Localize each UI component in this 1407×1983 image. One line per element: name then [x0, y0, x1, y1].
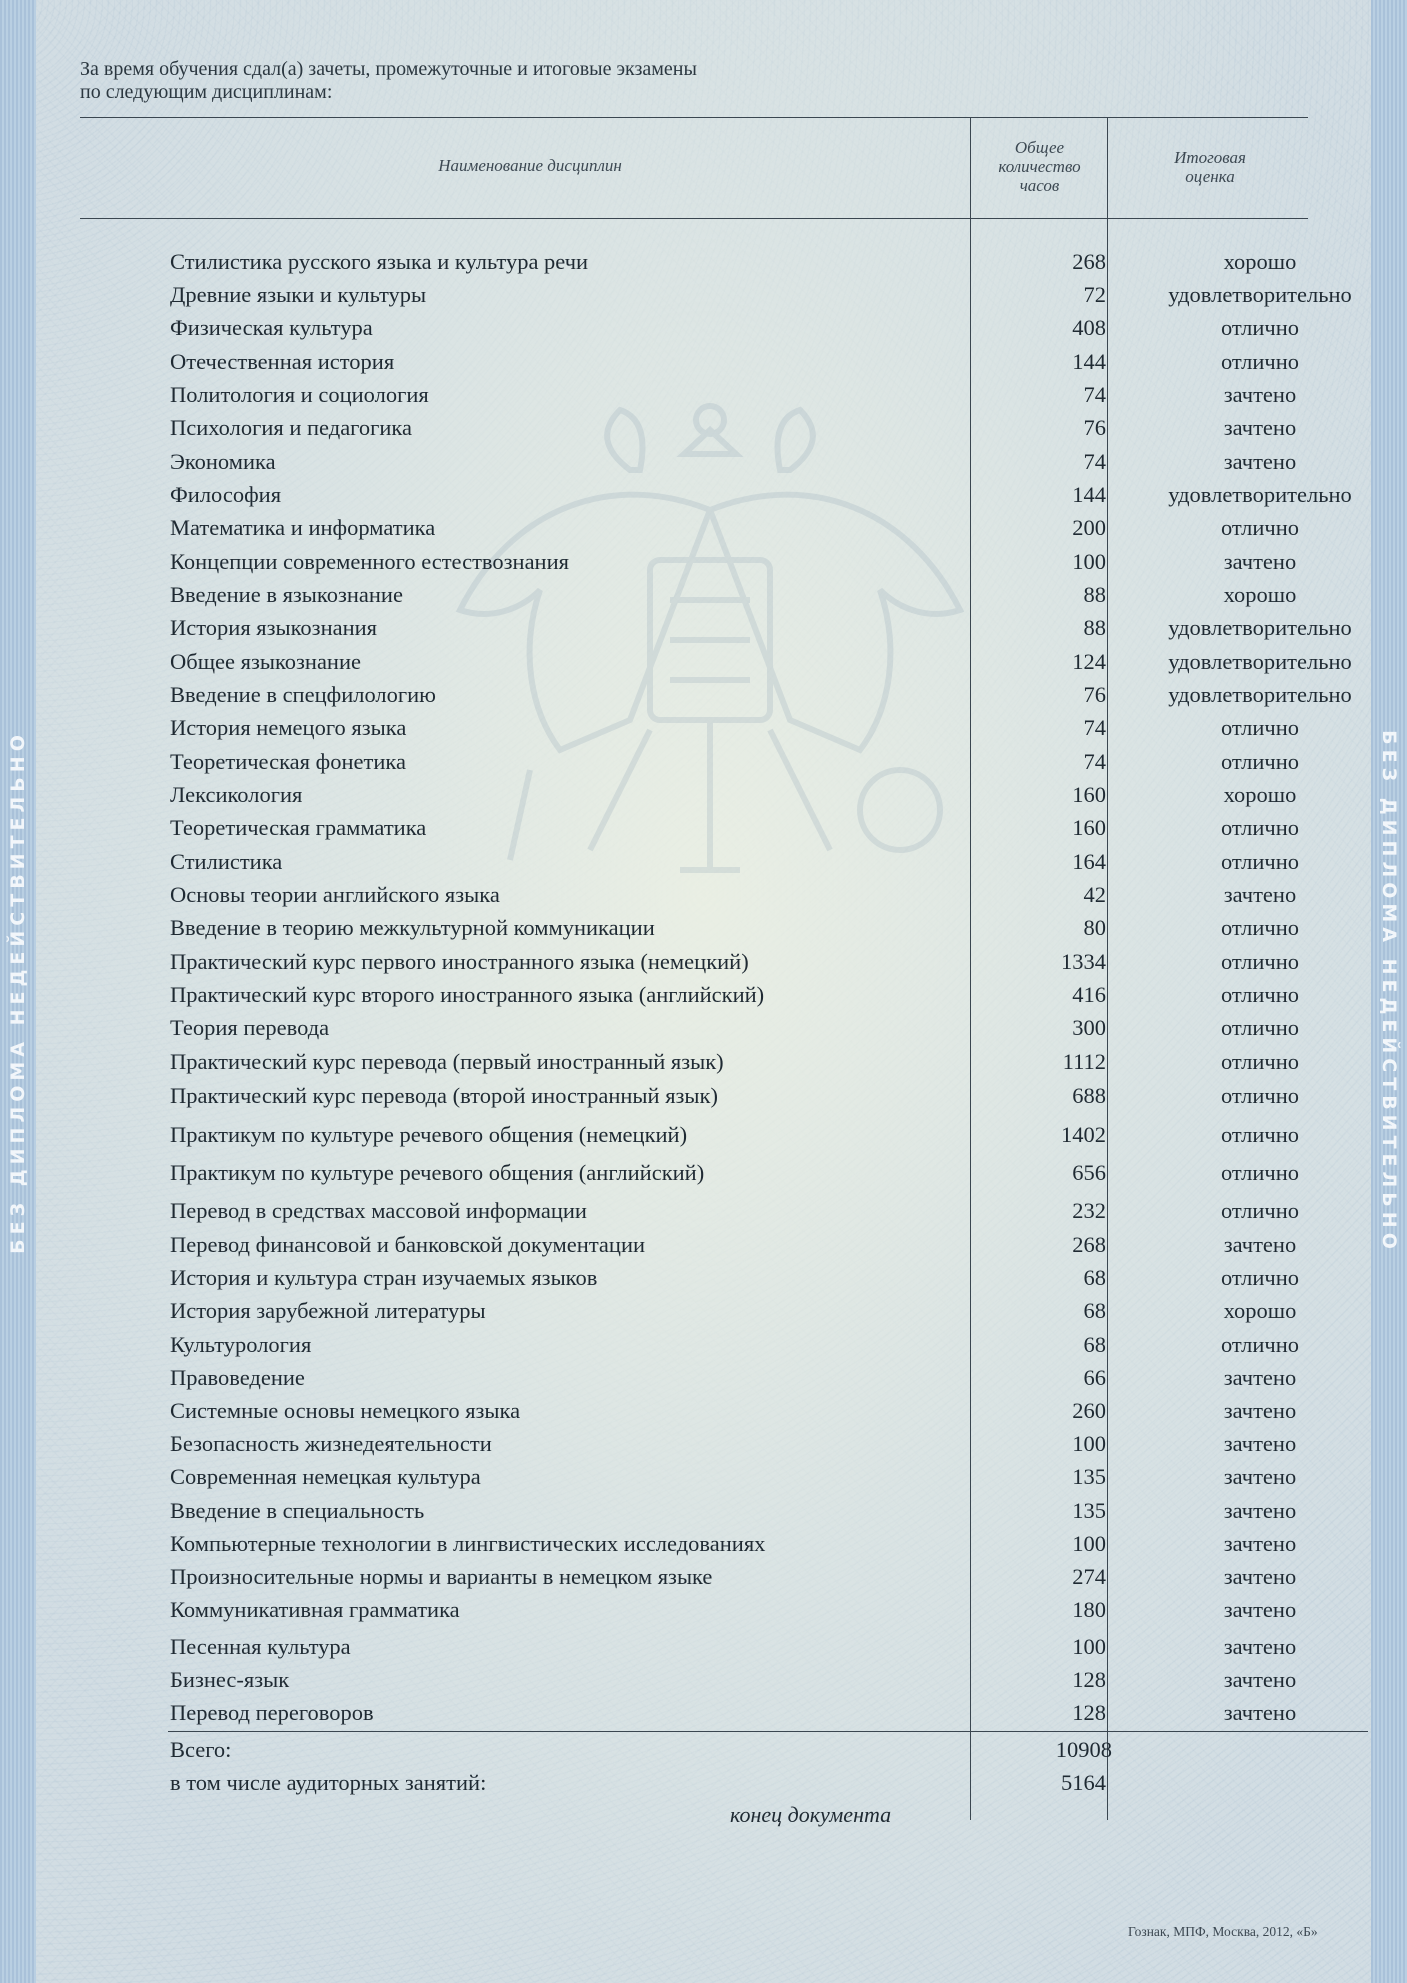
intro-text	[80, 58, 980, 104]
discipline-grade: отлично	[1220, 949, 1300, 974]
discipline-grade: зачтено	[1223, 1531, 1297, 1556]
discipline-hours: 72	[1083, 282, 1106, 307]
side-warning-left: БЕЗ ДИПЛОМА НЕДЕЙСТВИТЕЛЬНО	[7, 729, 29, 1254]
discipline-name: Введение в специальность	[170, 1498, 425, 1523]
discipline-name: Политология и социология	[170, 382, 429, 407]
table-row	[0, 415, 1407, 445]
discipline-hours: 688	[1072, 1083, 1106, 1108]
discipline-name: Введение в спецфилологию	[170, 682, 436, 707]
discipline-hours: 74	[1083, 715, 1106, 740]
discipline-hours: 144	[1072, 349, 1106, 374]
discipline-hours: 135	[1072, 1464, 1106, 1489]
auditory-label: в том числе аудиторных занятий:	[170, 1770, 487, 1795]
table-row	[0, 482, 1407, 512]
discipline-grade: отлично	[1220, 982, 1300, 1007]
discipline-hours: 160	[1072, 782, 1106, 807]
discipline-hours: 164	[1072, 849, 1106, 874]
table-row	[0, 1332, 1407, 1362]
discipline-grade: отлично	[1220, 1122, 1300, 1147]
discipline-name: Современная немецкая культура	[170, 1464, 481, 1489]
discipline-name: Практический курс второго иностранного языка (английский)	[170, 982, 765, 1007]
discipline-grade: зачтено	[1223, 549, 1297, 574]
discipline-grade: зачтено	[1223, 1232, 1297, 1257]
discipline-hours: 160	[1072, 815, 1106, 840]
discipline-grade: отлично	[1220, 1083, 1300, 1108]
discipline-name: История зарубежной литературы	[170, 1298, 486, 1323]
discipline-grade: зачтено	[1223, 1597, 1297, 1622]
discipline-grade: хорошо	[1223, 582, 1297, 607]
table-row	[0, 1160, 1407, 1190]
discipline-grade: удовлетворительно	[1168, 615, 1352, 640]
discipline-name: Философия	[170, 482, 282, 507]
discipline-grade: отлично	[1220, 1198, 1300, 1223]
discipline-name: Произносительные нормы и варианты в немецком языке	[170, 1564, 713, 1589]
discipline-hours: 76	[1083, 415, 1106, 440]
table-row	[0, 282, 1407, 312]
discipline-grade: удовлетворительно	[1168, 682, 1352, 707]
discipline-name: Психология и педагогика	[170, 415, 412, 440]
discipline-hours: 74	[1083, 749, 1106, 774]
discipline-hours: 232	[1072, 1198, 1106, 1223]
table-row	[0, 1564, 1407, 1594]
discipline-hours: 300	[1072, 1015, 1106, 1040]
discipline-name: Стилистика	[170, 849, 283, 874]
discipline-hours: 1112	[1062, 1049, 1106, 1074]
table-row	[0, 1365, 1407, 1395]
table-row	[0, 1700, 1407, 1730]
table-row	[0, 615, 1407, 645]
discipline-name: Отечественная история	[170, 349, 395, 374]
discipline-grade: отлично	[1220, 1265, 1300, 1290]
table-row	[0, 1597, 1407, 1627]
discipline-hours: 260	[1072, 1398, 1106, 1423]
table-row	[0, 249, 1407, 279]
discipline-hours: 128	[1072, 1667, 1106, 1692]
table-row	[0, 915, 1407, 945]
discipline-name: Физическая культура	[170, 315, 373, 340]
discipline-grade: удовлетворительно	[1168, 482, 1352, 507]
discipline-hours: 200	[1072, 515, 1106, 540]
end-of-document-note: конец документа	[730, 1802, 892, 1827]
discipline-grade: зачтено	[1223, 415, 1297, 440]
discipline-grade: зачтено	[1223, 1365, 1297, 1390]
discipline-name: Перевод переговоров	[170, 1700, 374, 1725]
table-row	[0, 549, 1407, 579]
table-row	[0, 1634, 1407, 1664]
header-final-grade	[1110, 148, 1310, 186]
discipline-name: История и культура стран изучаемых языков	[170, 1265, 598, 1290]
table-row	[0, 1083, 1407, 1113]
discipline-grade: отлично	[1220, 815, 1300, 840]
discipline-hours: 100	[1072, 1431, 1106, 1456]
discipline-name: Перевод финансовой и банковской документации	[170, 1232, 646, 1257]
discipline-grade: отлично	[1220, 849, 1300, 874]
discipline-grade: зачтено	[1223, 1431, 1297, 1456]
discipline-grade: зачтено	[1223, 1667, 1297, 1692]
side-warning-right: БЕЗ ДИПЛОМА НЕДЕЙСТВИТЕЛЬНО	[1378, 729, 1400, 1254]
discipline-hours: 124	[1072, 649, 1106, 674]
discipline-hours: 100	[1072, 1634, 1106, 1659]
discipline-name: Теоретическая фонетика	[170, 749, 406, 774]
table-row	[0, 749, 1407, 779]
table-row	[0, 882, 1407, 912]
discipline-grade: зачтено	[1223, 1634, 1297, 1659]
table-row	[0, 849, 1407, 879]
discipline-name: Стилистика русского языка и культура речи	[170, 249, 589, 274]
table-row	[0, 582, 1407, 612]
table-row	[0, 1049, 1407, 1079]
discipline-grade: хорошо	[1223, 249, 1297, 274]
discipline-name: Лексикология	[170, 782, 303, 807]
table-row	[0, 949, 1407, 979]
discipline-hours: 274	[1072, 1564, 1106, 1589]
table-row	[0, 649, 1407, 679]
discipline-name: Правоведение	[170, 1365, 305, 1390]
discipline-hours: 1402	[1061, 1122, 1106, 1147]
total-hours: 10908	[1055, 1737, 1112, 1762]
discipline-hours: 100	[1072, 549, 1106, 574]
discipline-grade: зачтено	[1223, 1498, 1297, 1523]
discipline-grade: хорошо	[1223, 782, 1297, 807]
discipline-hours: 74	[1083, 449, 1106, 474]
discipline-name: Древние языки и культуры	[170, 282, 427, 307]
table-row	[0, 1498, 1407, 1528]
discipline-grade: отлично	[1220, 749, 1300, 774]
discipline-name: Введение в теорию межкультурной коммуникации	[170, 915, 655, 940]
discipline-grade: отлично	[1220, 515, 1300, 540]
discipline-grade: зачтено	[1223, 1398, 1297, 1423]
header-total-hours-line: Общее	[1014, 138, 1065, 157]
discipline-hours: 1334	[1061, 949, 1106, 974]
table-row	[0, 515, 1407, 545]
discipline-grade: отлично	[1220, 1049, 1300, 1074]
discipline-name: Общее языкознание	[170, 649, 361, 674]
discipline-hours: 42	[1083, 882, 1106, 907]
discipline-hours: 128	[1072, 1700, 1106, 1725]
table-row	[0, 349, 1407, 379]
discipline-grade: отлично	[1220, 715, 1300, 740]
discipline-name: Культурология	[170, 1332, 312, 1357]
table-row	[0, 1198, 1407, 1228]
discipline-grade: отлично	[1220, 1160, 1300, 1185]
table-row	[0, 1464, 1407, 1494]
table-row	[0, 715, 1407, 745]
discipline-name: История языкознания	[170, 615, 378, 640]
discipline-hours: 144	[1072, 482, 1106, 507]
discipline-grade: зачтено	[1223, 382, 1297, 407]
discipline-grade: удовлетворительно	[1168, 649, 1352, 674]
table-bottom-rule	[168, 1731, 1368, 1732]
discipline-hours: 268	[1072, 1232, 1106, 1257]
discipline-name: Теория перевода	[170, 1015, 330, 1040]
discipline-grade: зачтено	[1223, 1464, 1297, 1489]
table-row	[0, 782, 1407, 812]
discipline-name: Практический курс перевода (первый иностранный язык)	[170, 1049, 724, 1074]
table-row	[0, 1667, 1407, 1697]
discipline-grade: зачтено	[1223, 882, 1297, 907]
header-discipline-name: Наименование дисциплин	[438, 156, 622, 175]
discipline-hours: 66	[1083, 1365, 1106, 1390]
discipline-hours: 88	[1083, 615, 1106, 640]
header-final-grade-line: Итоговая	[1174, 148, 1246, 167]
discipline-name: Компьютерные технологии в лингвистических исследованиях	[170, 1531, 766, 1556]
table-row	[0, 1122, 1407, 1152]
table-row	[0, 682, 1407, 712]
discipline-name: Экономика	[170, 449, 276, 474]
printer-imprint: Гознак, МПФ, Москва, 2012, «Б»	[1128, 1924, 1318, 1939]
discipline-grade: отлично	[1220, 915, 1300, 940]
discipline-hours: 135	[1072, 1498, 1106, 1523]
discipline-name: Коммуникативная грамматика	[170, 1597, 460, 1622]
discipline-grade: отлично	[1220, 1332, 1300, 1357]
discipline-hours: 80	[1083, 915, 1106, 940]
discipline-hours: 268	[1072, 249, 1106, 274]
discipline-name: Математика и информатика	[170, 515, 436, 540]
discipline-hours: 68	[1083, 1298, 1106, 1323]
intro-line-2: по следующим дисциплинам:	[80, 81, 333, 103]
discipline-hours: 416	[1072, 982, 1106, 1007]
table-row	[0, 1232, 1407, 1262]
discipline-name: Бизнес-язык	[170, 1667, 290, 1692]
discipline-name: Теоретическая грамматика	[170, 815, 427, 840]
discipline-name: Практический курс первого иностранного языка (немецкий)	[170, 949, 749, 974]
discipline-name: Введение в языкознание	[170, 582, 403, 607]
discipline-name: Практикум по культуре речевого общения (немецкий)	[170, 1122, 688, 1147]
discipline-name: Безопасность жизнедеятельности	[170, 1431, 492, 1456]
intro-line-1: За время обучения сдал(а) зачеты, промежуточные и итоговые экзамены	[80, 58, 697, 80]
discipline-name: Основы теории английского языка	[170, 882, 500, 907]
discipline-name: Практический курс перевода (второй иностранный язык)	[170, 1083, 718, 1108]
discipline-hours: 68	[1083, 1332, 1106, 1357]
header-total-hours-line: количество	[998, 157, 1081, 176]
discipline-hours: 88	[1083, 582, 1106, 607]
discipline-grade: хорошо	[1223, 1298, 1297, 1323]
table-row	[0, 315, 1407, 345]
table-row	[0, 1431, 1407, 1461]
table-row	[0, 1298, 1407, 1328]
table-header-rule	[80, 218, 1308, 219]
table-row	[0, 1015, 1407, 1045]
total-label: Всего:	[170, 1737, 232, 1762]
table-row	[0, 815, 1407, 845]
table-top-rule	[80, 117, 1308, 118]
discipline-hours: 100	[1072, 1531, 1106, 1556]
discipline-name: История немецого языка	[170, 715, 407, 740]
discipline-hours: 74	[1083, 382, 1106, 407]
discipline-hours: 656	[1072, 1160, 1106, 1185]
discipline-name: Практикум по культуре речевого общения (английский)	[170, 1160, 705, 1185]
discipline-name: Перевод в средствах массовой информации	[170, 1198, 587, 1223]
discipline-hours: 68	[1083, 1265, 1106, 1290]
discipline-hours: 76	[1083, 682, 1106, 707]
header-total-hours	[972, 138, 1107, 195]
table-row	[0, 382, 1407, 412]
table-row	[0, 1398, 1407, 1428]
table-row	[0, 1531, 1407, 1561]
discipline-hours: 408	[1072, 315, 1106, 340]
table-row	[0, 449, 1407, 479]
header-final-grade-line: оценка	[1185, 167, 1235, 186]
discipline-name: Песенная культура	[170, 1634, 351, 1659]
discipline-grade: отлично	[1220, 349, 1300, 374]
discipline-hours: 180	[1072, 1597, 1106, 1622]
discipline-grade: зачтено	[1223, 449, 1297, 474]
discipline-grade: удовлетворительно	[1168, 282, 1352, 307]
table-row	[0, 1265, 1407, 1295]
table-row	[0, 982, 1407, 1012]
discipline-grade: зачтено	[1223, 1564, 1297, 1589]
discipline-grade: отлично	[1220, 315, 1300, 340]
discipline-grade: зачтено	[1223, 1700, 1297, 1725]
discipline-name: Системные основы немецкого языка	[170, 1398, 521, 1423]
auditory-hours: 5164	[1061, 1770, 1106, 1795]
header-total-hours-line: часов	[1019, 176, 1060, 195]
discipline-grade: отлично	[1220, 1015, 1300, 1040]
discipline-name: Концепции современного естествознания	[170, 549, 569, 574]
